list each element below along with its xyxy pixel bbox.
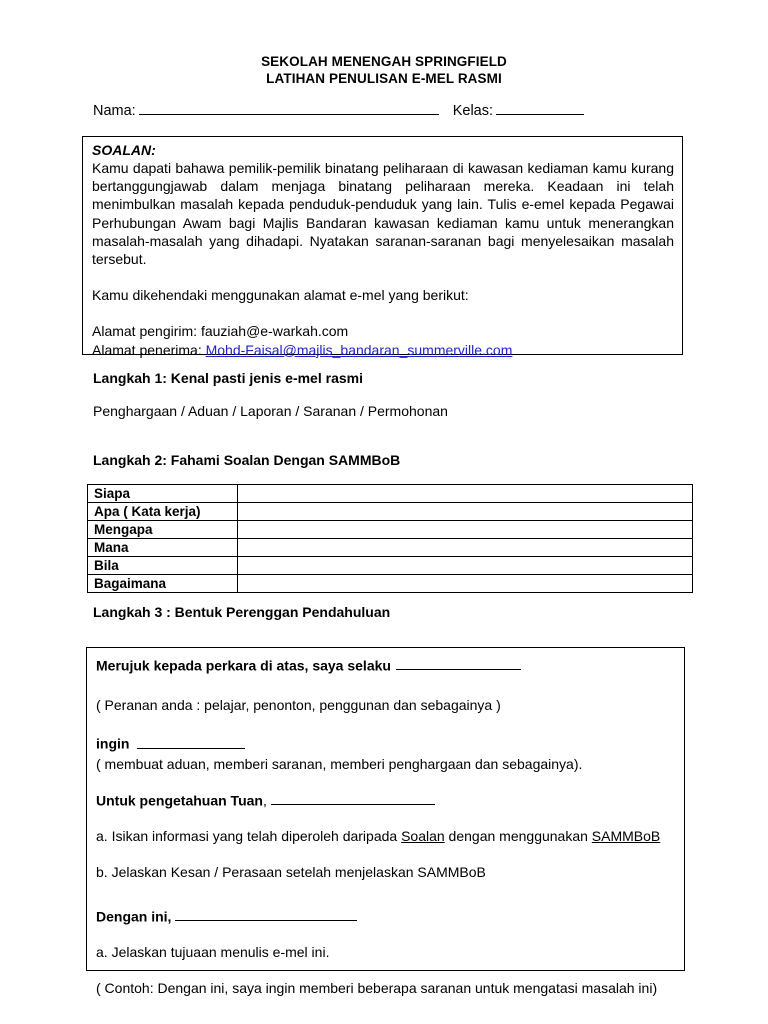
line-a-part2: dengan menggunakan — [444, 827, 592, 844]
document-header — [0, 53, 768, 87]
step1-options: Penghargaan / Aduan / Laporan / Saranan / Permohonan — [93, 403, 448, 419]
class-label: Kelas: — [452, 102, 494, 119]
ingin-line — [96, 734, 675, 752]
merujuk-line — [96, 656, 675, 674]
recipient-label: Alamat penerima: — [92, 341, 202, 358]
class-input[interactable] — [496, 100, 584, 115]
row-value-bila[interactable] — [238, 557, 693, 575]
table-row — [88, 575, 693, 593]
step2-heading: Langkah 2: Fahami Soalan Dengan SAMMBoB — [93, 452, 401, 468]
worksheet-title: LATIHAN PENULISAN E-MEL RASMI — [266, 71, 502, 86]
step1-heading: Langkah 1: Kenal pasti jenis e-mel rasmi — [93, 370, 363, 386]
line-a-soalan: Soalan — [401, 827, 445, 844]
sammbob-table — [87, 484, 693, 593]
row-label-mengapa: Mengapa — [88, 521, 238, 539]
recipient-address-line — [92, 341, 674, 359]
sender-address: fauziah@e-warkah.com — [200, 323, 349, 340]
name-input[interactable] — [139, 100, 439, 115]
row-label-apa: Apa ( Kata kerja) — [88, 503, 238, 521]
row-value-apa[interactable] — [238, 503, 693, 521]
school-name: SEKOLAH MENENGAH SPRINGFIELD — [261, 54, 507, 69]
row-label-siapa: Siapa — [88, 485, 238, 503]
row-value-bagaimana[interactable] — [238, 575, 693, 593]
selaku-input[interactable] — [396, 656, 521, 670]
recipient-address-link[interactable]: Mohd-Faisal@majlis_bandaran_summerville.com — [205, 341, 513, 358]
row-label-mana: Mana — [88, 539, 238, 557]
untuk-pengetahuan-text: Untuk pengetahuan Tuan — [96, 791, 263, 808]
ingin-hint: ( membuat aduan, memberi saranan, memberi penghargaan dan sebagainya). — [96, 755, 583, 772]
line-a-part1: a. Isikan informasi yang telah diperoleh daripada — [96, 827, 402, 844]
dengan-ini-input[interactable] — [175, 907, 357, 921]
step3-line-b: b. Jelaskan Kesan / Perasaan setelah menjelaskan SAMMBoB — [96, 863, 486, 880]
step3-heading: Langkah 3 : Bentuk Perenggan Pendahuluan — [93, 604, 391, 620]
dengan-ini-sub-a: a. Jelaskan tujuaan menulis e-mel ini. — [96, 944, 330, 961]
dengan-ini-text: Dengan ini, — [96, 908, 172, 925]
line-a-sammbob: SAMMBoB — [591, 827, 661, 844]
dengan-ini-line — [96, 907, 675, 925]
untuk-pengetahuan-comma: , — [262, 791, 267, 808]
perenggan-pendahuluan-box — [86, 647, 685, 997]
untuk-pengetahuan-input[interactable] — [271, 791, 435, 805]
soalan-body: Kamu dapati bahawa pemilik-pemilik binatang peliharaan di kawasan kediaman kamu kurang bertanggungjawab dalam menjaga binatang peliharaan mereka. Keadaan ini telah menimbulkan masalah kepada penduduk-penduduk yang lain. Tulis e-emel kepada Pegawai Perhubungan Awam bagi Majlis Bandaran kawasan kediaman kamu untuk menerangkan masalah-masalah yang dihadapi. Nyatakan saranan-saranan bagi menyelesaikan masalah tersebut. — [92, 160, 674, 268]
sender-label: Alamat pengirim: — [92, 323, 198, 340]
table-row — [88, 503, 693, 521]
table-row — [88, 521, 693, 539]
email-address-block — [92, 322, 674, 358]
row-value-mengapa[interactable] — [238, 521, 693, 539]
ingin-text: ingin — [96, 735, 130, 752]
merujuk-text: Merujuk kepada perkara di atas, saya selaku — [96, 657, 391, 674]
row-value-mana[interactable] — [238, 539, 693, 557]
table-row — [88, 539, 693, 557]
row-value-siapa[interactable] — [238, 485, 693, 503]
ingin-input[interactable] — [137, 734, 245, 748]
step3-line-a — [96, 827, 675, 845]
contoh-line: ( Contoh: Dengan ini, saya ingin memberi beberapa saranan untuk mengatasi masalah ini) — [96, 980, 658, 997]
row-label-bila: Bila — [88, 557, 238, 575]
table-row — [88, 557, 693, 575]
soalan-instruction: Kamu dikehendaki menggunakan alamat e-mel yang berikut: — [92, 287, 469, 304]
row-label-bagaimana: Bagaimana — [88, 575, 238, 593]
soalan-title: SOALAN: — [92, 142, 156, 158]
soalan-box — [82, 136, 683, 358]
table-row — [88, 485, 693, 503]
sender-address-line — [92, 322, 674, 340]
identity-row — [93, 100, 584, 119]
name-label: Nama: — [93, 102, 136, 119]
peranan-hint: ( Peranan anda : pelajar, penonton, penggunan dan sebagainya ) — [96, 697, 501, 714]
untuk-pengetahuan-line — [96, 791, 675, 809]
